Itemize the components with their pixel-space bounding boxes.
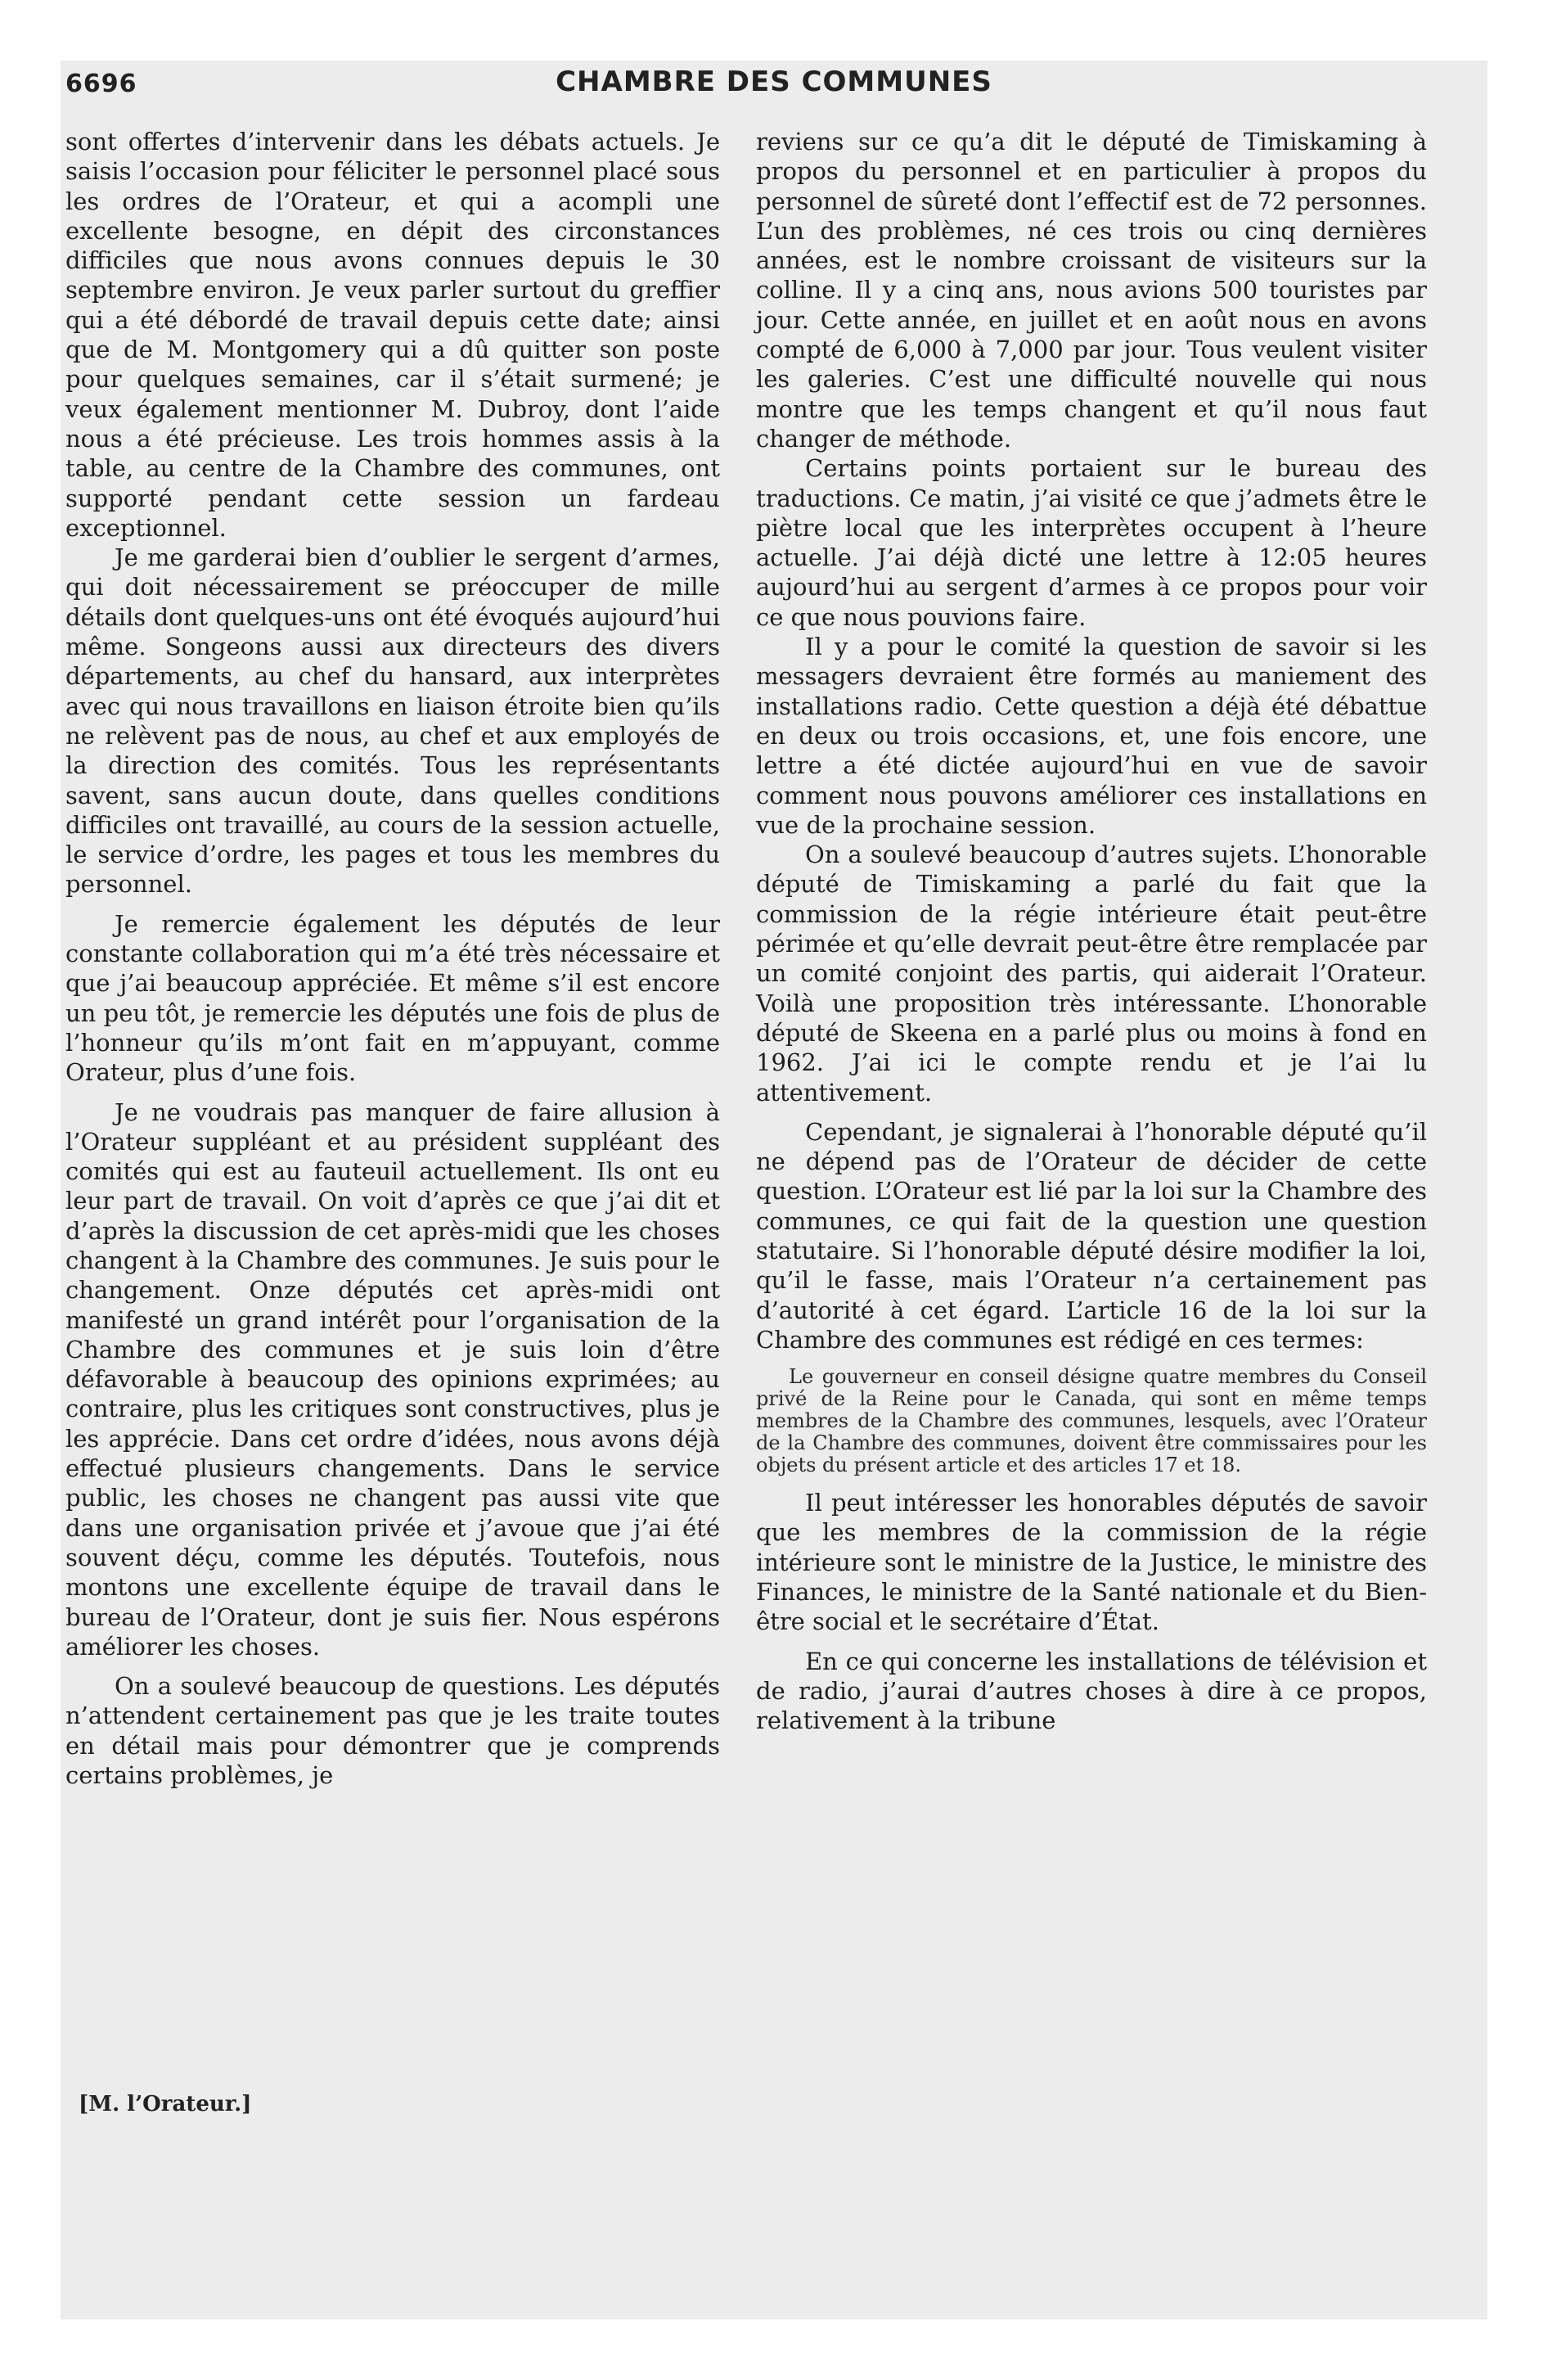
paragraph: reviens sur ce qu’a dit le député de Timiskaming à propos du personnel et en particulier à propos du personnel de sûreté dont l’effectif est de 72 personnes. L’un des problèmes, né ces trois ou cinq dernières années, est le nombre croissant de visiteurs sur la colline. Il y a cinq ans, nous avions 500 touristes par jour. Cette année, en juillet et en août nous en avons compté de 6,000 à 7,000 par jour. Tous veulent visiter les galeries. C’est une difficulté nouvelle qui nous montre que les temps changent et qu’il nous faut changer de méthode. [756, 128, 1427, 453]
paragraph: En ce qui concerne les installations de télévision et de radio, j’aurai d’autres choses à dire à ce propos, relativement à la tribune [756, 1647, 1427, 1735]
speaker-attribution: [M. l’Orateur.] [79, 2092, 252, 2116]
paragraph: On a soulevé beaucoup de questions. Les députés n’attendent certainement pas que je les traite toutes en détail mais pour démontrer que je comprends certains problèmes, je [65, 1672, 720, 1790]
paragraph: Certains points portaient sur le bureau des traductions. Ce matin, j’ai visité ce que j’admets être le piètre local que les interprètes occupent à l’heure actuelle. J’ai déjà dicté une lettre à 12:05 heures aujourd’hui au sergent d’armes à ce propos pour voir ce que nous pouvions faire. [756, 454, 1427, 631]
paragraph: Il peut intéresser les honorables députés de savoir que les membres de la commission de la régie intérieure sont le ministre de la Justice, le ministre des Finances, le ministre de la Santé nationale et du Bien-être social et le secrétaire d’État. [756, 1489, 1427, 1636]
paragraph: Il y a pour le comité la question de savoir si les messagers devraient être formés au maniement des installations radio. Cette question a déjà été débattue en deux ou trois occasions, et, une fois encore, une lettre a été dictée aujourd’hui en vue de savoir comment nous pouvons améliorer ces installations en vue de la prochaine session. [756, 633, 1427, 839]
paragraph: Je remercie également les députés de leur constante collaboration qui m’a été très nécessaire et que j’ai beaucoup appréciée. Et même s’il est encore un peu tôt, je remercie les députés une fois de plus de l’honneur qu’ils m’ont fait en m’appuyant, comme Orateur, plus d’une fois. [65, 909, 720, 1087]
paragraph: sont offertes d’intervenir dans les débats actuels. Je saisis l’occasion pour féliciter le personnel placé sous les ordres de l’Orateur, et qui a acompli une excellente besogne, en dépit des circonstances difficiles que nous avons connues depuis le 30 septembre environ. Je veux parler surtout du greffier qui a été débordé de travail depuis cette date; ainsi que de M. Montgomery qui a dû quitter son poste pour quelques semaines, car il s’était surmené; je veux également mentionner M. Dubroy, dont l’aide nous a été précieuse. Les trois hommes assis à la table, au centre de la Chambre des communes, ont supporté pendant cette session un fardeau exceptionnel. [65, 128, 720, 542]
paragraph: On a soulevé beaucoup d’autres sujets. L’honorable député de Timiskaming a parlé du fait que la commission de la régie intérieure était peut-être périmée et qu’elle devrait peut-être être remplacée par un comité conjoint des partis, qui aiderait l’Orateur. Voilà une proposition très intéressante. L’honorable député de Skeena en a parlé plus ou moins à fond en 1962. J’ai ici le compte rendu et je l’ai lu attentivement. [756, 841, 1427, 1107]
paragraph: Cependant, je signalerai à l’honorable député qu’il ne dépend pas de l’Orateur de décider de cette question. L’Orateur est lié par la loi sur la Chambre des communes, ce qui fait de la question une question statutaire. Si l’honorable député désire modifier la loi, qu’il le fasse, mais l’Orateur n’a certainement pas d’autorité à cet égard. L’article 16 de la loi sur la Chambre des communes est rédigé en ces termes: [756, 1117, 1427, 1354]
right-column [756, 127, 1427, 1736]
left-column [65, 127, 720, 1790]
statute-quote: Le gouverneur en conseil désigne quatre membres du Conseil privé de la Reine pour le Canada, qui sont en même temps membres de la Chambre des communes, lesquels, avec l’Orateur de la Chambre des communes, doivent être commissaires pour les objets du présent article et des articles 17 et 18. [756, 1365, 1427, 1477]
running-title: CHAMBRE DES COMMUNES [556, 65, 992, 98]
page-number: 6696 [65, 70, 137, 98]
paragraph: Je ne voudrais pas manquer de faire allusion à l’Orateur suppléant et au président suppléant des comités qui est au fauteuil actuellement. Ils ont eu leur part de travail. On voit d’après ce que j’ai dit et d’après la discussion de cet après-midi que les choses changent à la Chambre des communes. Je suis pour le changement. Onze députés cet après-midi ont manifesté un grand intérêt pour l’organisation de la Chambre des communes et je suis loin d’être défavorable à beaucoup des opinions exprimées; au contraire, plus les critiques sont constructives, plus je les apprécie. Dans cet ordre d’idées, nous avons déjà effectué plusieurs changements. Dans le service public, les choses ne changent pas aussi vite que dans une organisation privée et j’avoue que j’ai été souvent déçu, comme les députés. Toutefois, nous montons une excellente équipe de travail dans le bureau de l’Orateur, dont je suis fier. Nous espérons améliorer les choses. [65, 1098, 720, 1661]
paragraph: Je me garderai bien d’oublier le sergent d’armes, qui doit nécessairement se préoccuper de mille détails dont quelques-uns ont été évoqués aujourd’hui même. Songeons aussi aux directeurs des divers départements, au chef du hansard, aux interprètes avec qui nous travaillons en liaison étroite bien qu’ils ne relèvent pas de nous, au chef et aux employés de la direction des comités. Tous les représentants savent, sans aucun doute, dans quelles conditions difficiles ont travaillé, au cours de la session actuelle, le service d’ordre, les pages et tous les membres du personnel. [65, 543, 720, 899]
